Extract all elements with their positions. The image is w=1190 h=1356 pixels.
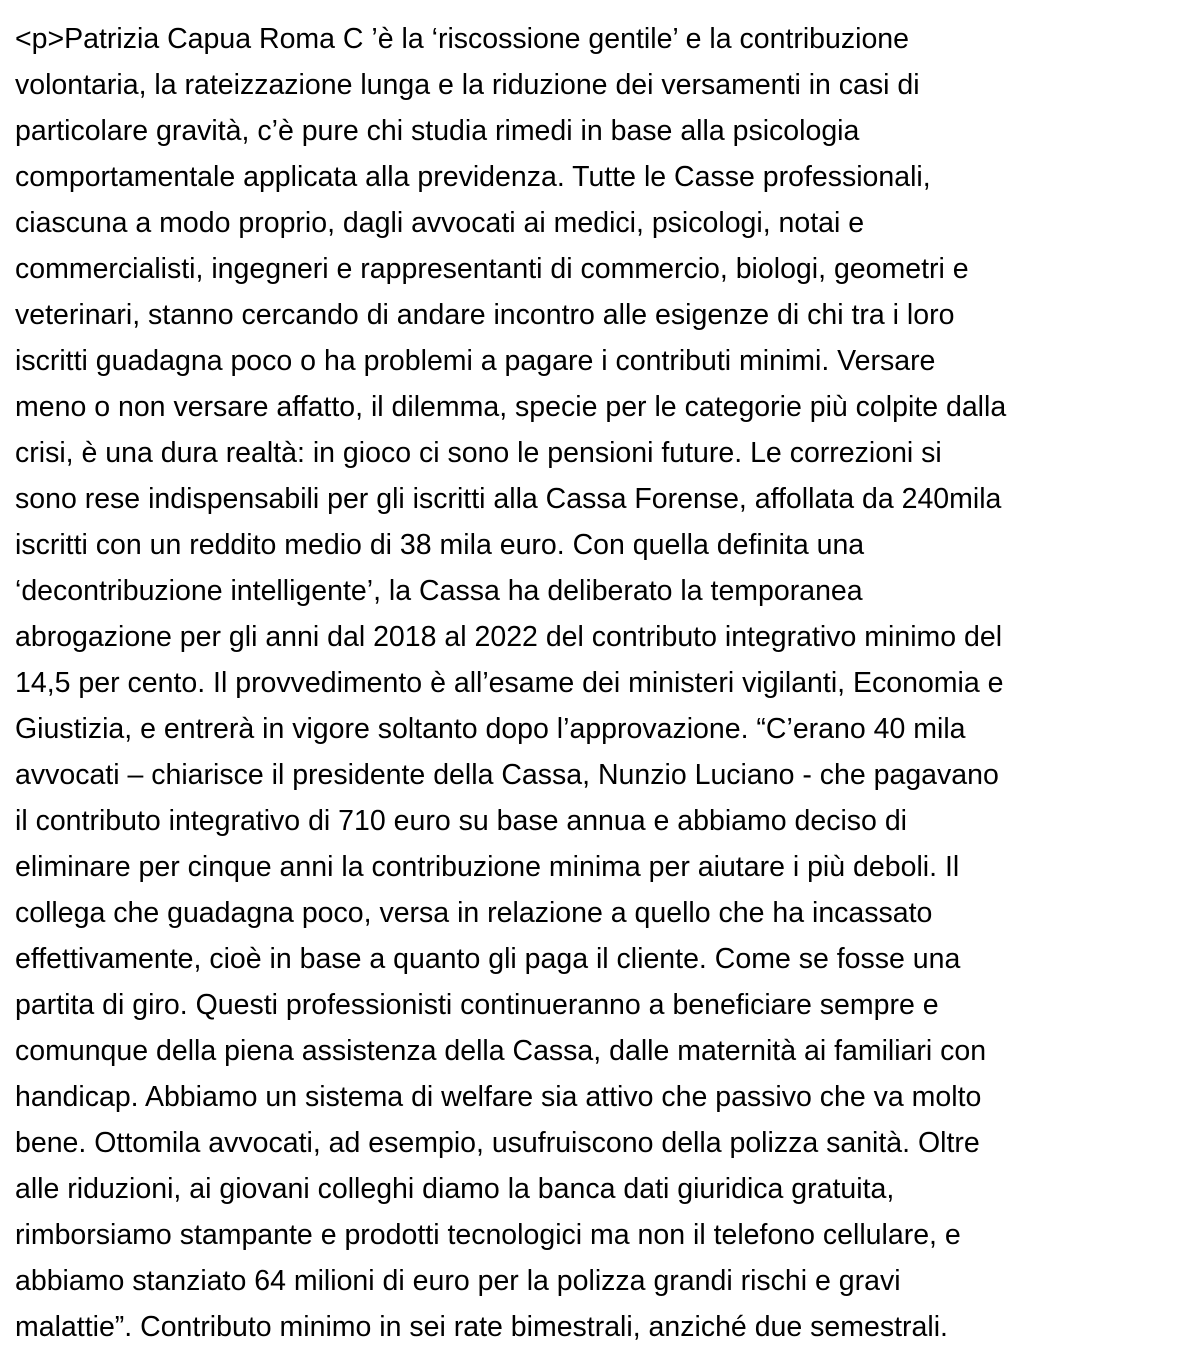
- article-paragraph: <p>Patrizia Capua Roma C ’è la ‘riscossione gentile’ e la contribuzione volontaria, la rateizzazione lunga e la riduzione dei versamenti in casi di particolare gravità, c’è pure chi studia rimedi in base alla psicologia comportamentale applicata alla previdenza. Tutte le Casse professionali, ciascuna a modo proprio, dagli avvocati ai medici, psicologi, notai e commercialisti, ingegneri e rappresentanti di commercio, biologi, geometri e veterinari, stanno cercando di andare incontro alle esigenze di chi tra i loro iscritti guadagna poco o ha problemi a pagare i contributi minimi. Versare meno o non versare affatto, il dilemma, specie per le categorie più colpite dalla crisi, è una dura realtà: in gioco ci sono le pensioni future. Le correzioni si sono rese indispensabili per gli iscritti alla Cassa Forense, affollata da 240mila iscritti con un reddito medio di 38 mila euro. Con quella definita una ‘decontribuzione intelligente’, la Cassa ha deliberato la temporanea abrogazione per gli anni dal 2018 al 2022 del contributo integrativo minimo del 14,5 per cento. Il provvedimento è all’esame dei ministeri vigilanti, Economia e Giustizia, e entrerà in vigore soltanto dopo l’approvazione. “C’erano 40 mila avvocati – chiarisce il presidente della Cassa, Nunzio Luciano - che pagavano il contributo integrativo di 710 euro su base annua e abbiamo deciso di eliminare per cinque anni la contribuzione minima per aiutare i più deboli. Il collega che guadagna poco, versa in relazione a quello che ha incassato effettivamente, cioè in base a quanto gli paga il cliente. Come se fosse una partita di giro. Questi professionisti continueranno a beneficiare sempre e comunque della piena assistenza della Cassa, dalle maternità ai familiari con handicap. Abbiamo un sistema di welfare sia attivo che passivo che va molto bene. Ottomila avvocati, ad esempio, usufruiscono della polizza sanità. Oltre alle riduzioni, ai giovani colleghi diamo la banca dati giuridica gratuita, rimborsiamo stampante e prodotti tecnologici ma non il telefono cellulare, e abbiamo stanziato 64 milioni di euro per la polizza grandi rischi e gravi malattie”. Contributo minimo in sei rate bimestrali, anziché due semestrali.: [15, 23, 1007, 1343]
